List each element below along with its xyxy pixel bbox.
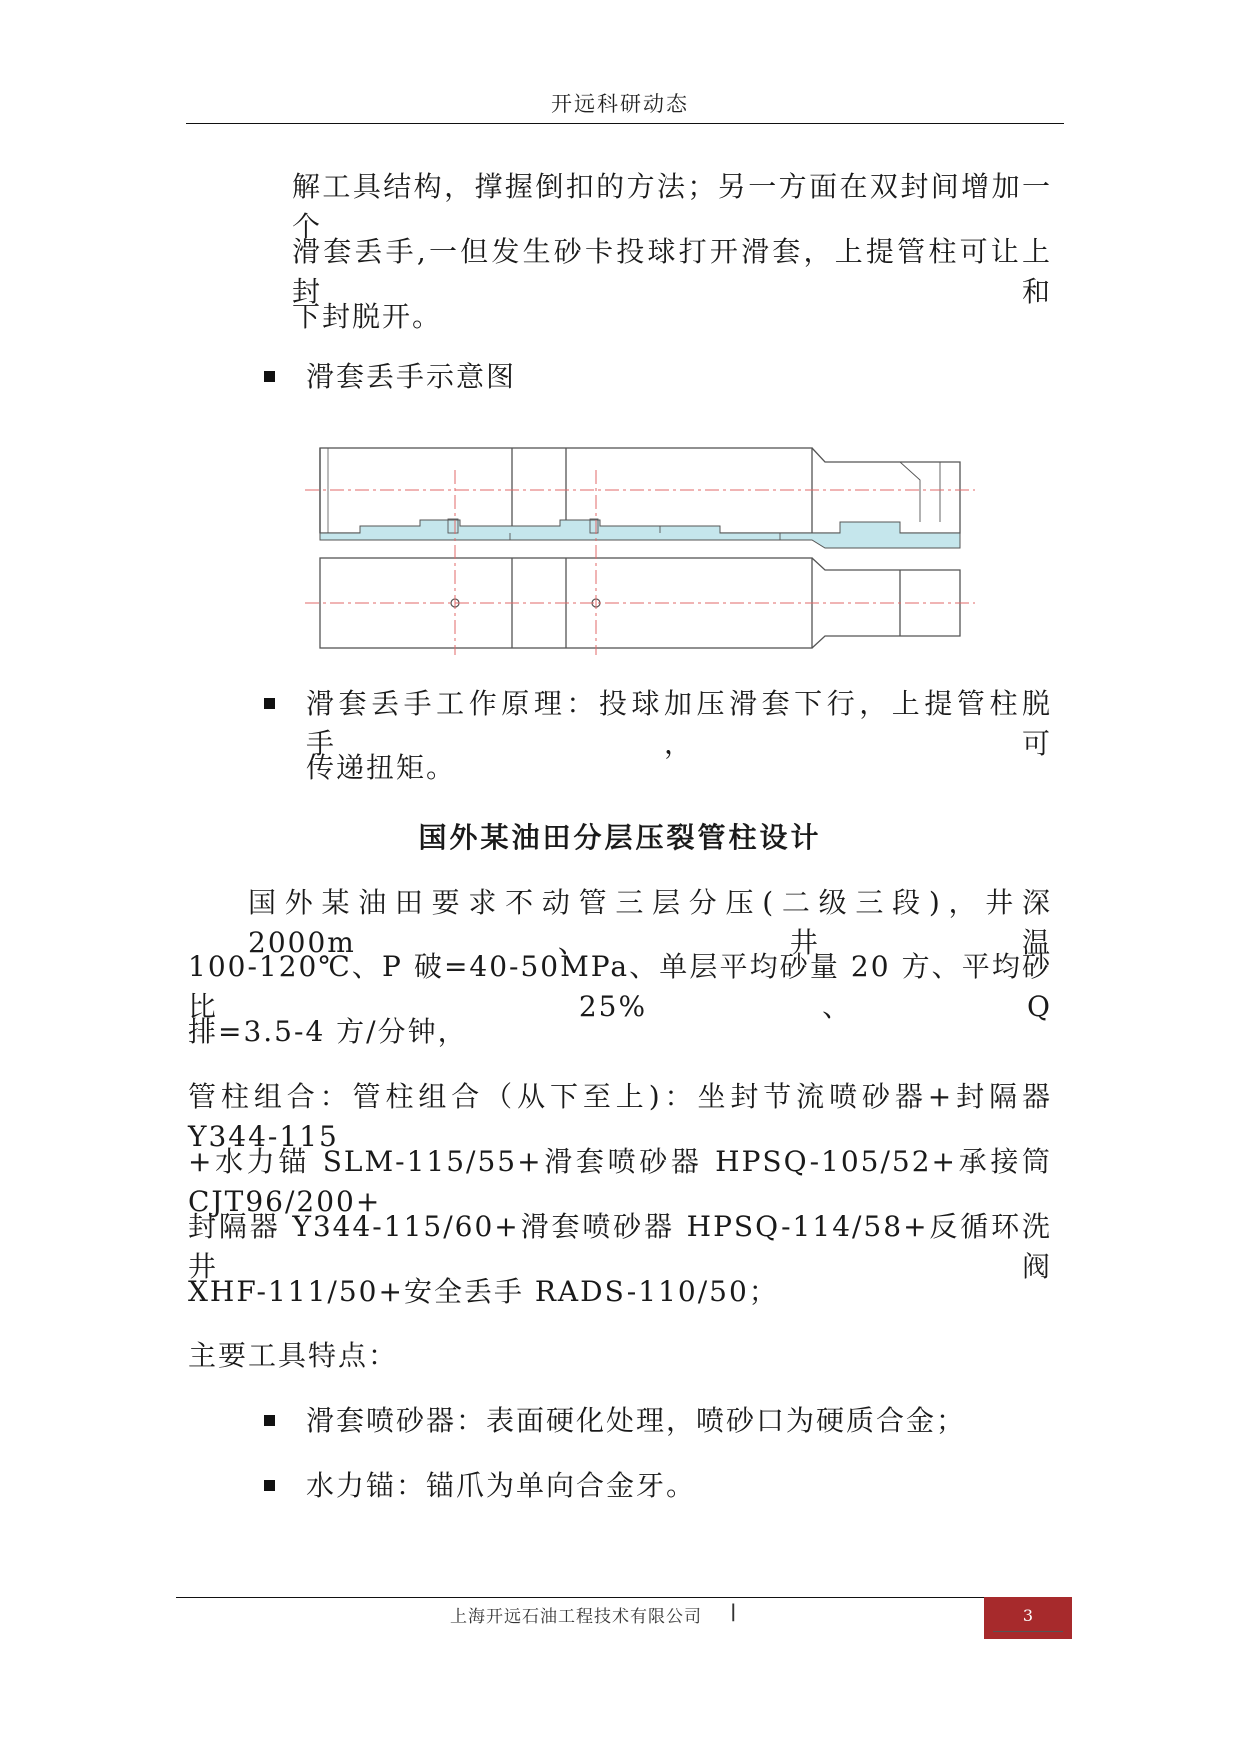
bullet-text: 滑套丢手工作原理：投球加压滑套下行，上提管柱脱手，可 bbox=[306, 687, 1052, 760]
feature-item: 滑套喷砂器：表面硬化处理，喷砂口为硬质合金； bbox=[306, 1404, 967, 1437]
page-number: 3 bbox=[1022, 1606, 1034, 1625]
sliding-sleeve-diagram bbox=[300, 440, 980, 665]
running-header: 开远科研动态 bbox=[551, 92, 689, 116]
paragraph-line: 国外某油田要求不动管三层分压(二级三段)，井深 2000m、井温 bbox=[248, 886, 1052, 959]
header-rule bbox=[186, 123, 1064, 124]
footer-rule bbox=[176, 1597, 984, 1598]
bullet-square-icon bbox=[264, 1480, 275, 1491]
paragraph-line: 下封脱开。 bbox=[292, 300, 443, 333]
paragraph-line: 解工具结构，撑握倒扣的方法；另一方面在双封间增加一个 bbox=[292, 170, 1052, 243]
footer-company: 上海开远石油工程技术有限公司 bbox=[450, 1607, 702, 1627]
paragraph-line: 100-120℃、P 破=40-50MPa、单层平均砂量 20 方、平均砂比 25%、Q bbox=[188, 950, 1052, 1023]
paragraph-line: XHF-111/50+安全丢手 RADS-110/50； bbox=[188, 1275, 779, 1308]
features-title: 主要工具特点： bbox=[188, 1339, 399, 1372]
paragraph-line: +水力锚 SLM-115/55+滑套喷砂器 HPSQ-105/52+承接筒 CJT96/200+ bbox=[188, 1145, 1052, 1218]
bullet-text: 滑套丢手示意图 bbox=[306, 360, 517, 393]
bullet-square-icon bbox=[264, 371, 275, 382]
paragraph-line: 管柱组合：管柱组合（从下至上)：坐封节流喷砂器+封隔器 Y344-115 bbox=[188, 1080, 1052, 1153]
paragraph-line: 滑套丢手,一但发生砂卡投球打开滑套，上提管柱可让上封和 bbox=[292, 235, 1052, 308]
page-number-underline bbox=[993, 1631, 1063, 1632]
section-heading: 国外某油田分层压裂管柱设计 bbox=[418, 821, 822, 854]
footer-separator: | bbox=[730, 1601, 737, 1622]
bullet-text: 传递扭矩。 bbox=[306, 751, 457, 784]
feature-item: 水力锚：锚爪为单向合金牙。 bbox=[306, 1469, 697, 1502]
bullet-square-icon bbox=[264, 698, 275, 709]
sleeve-section-fill bbox=[320, 520, 960, 548]
paragraph-line: 排=3.5-4 方/分钟， bbox=[188, 1015, 468, 1048]
bullet-square-icon bbox=[264, 1415, 275, 1426]
paragraph-line: 封隔器 Y344-115/60+滑套喷砂器 HPSQ-114/58+反循环洗井阀 bbox=[188, 1210, 1052, 1283]
